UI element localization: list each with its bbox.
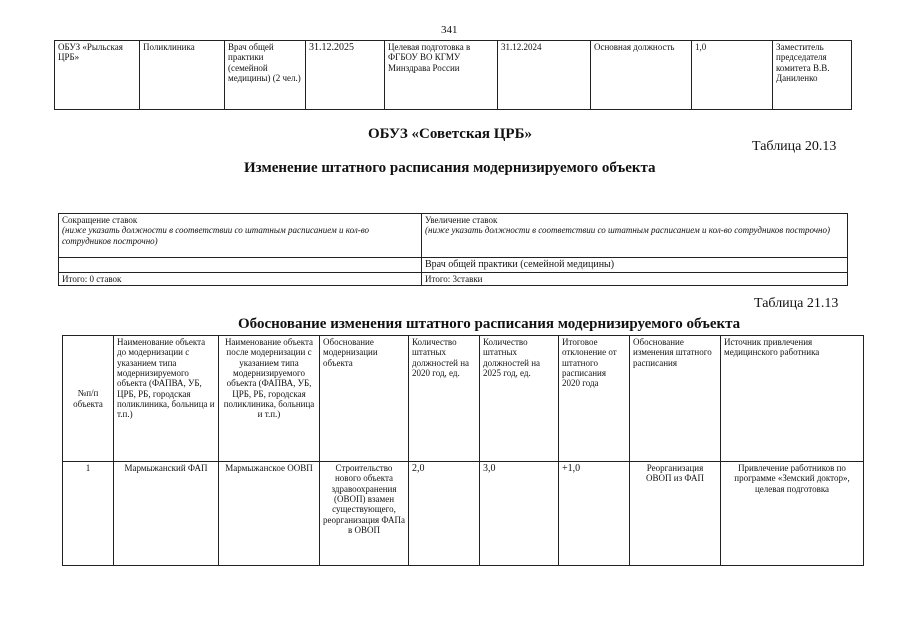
table-20-label: Таблица 20.13: [752, 139, 837, 154]
reduction-total: Итого: 0 ставок: [59, 272, 422, 285]
table-21-label: Таблица 21.13: [754, 296, 839, 311]
header-deviation: Итоговое отклонение от штатного расписания 2020 года: [559, 336, 630, 462]
cell-change-reason: Реорганизация ОВОП из ФАП: [630, 462, 721, 566]
reduction-title: Сокращение ставок: [62, 215, 138, 225]
increase-item: Врач общей практики (семейной медицины): [422, 258, 848, 273]
table-20-title: Изменение штатного расписания модернизируемого объекта: [244, 160, 656, 176]
table-row: [55, 41, 852, 110]
cell-post: Основная должность: [591, 41, 692, 110]
cell-rate: 1,0: [692, 41, 773, 110]
org-title: ОБУЗ «Советская ЦРБ»: [368, 126, 532, 142]
top-table: [54, 40, 852, 110]
cell-justification: Строительство нового объекта здравоохранения (ОВОП) взамен существующего, реорганизация ФАПа в ОВОП: [320, 462, 409, 566]
increase-note: (ниже указать должности в соответствии со штатным расписанием и кол-во сотрудников построчно): [425, 225, 830, 236]
table-20: [58, 213, 848, 286]
cell-responsible: Заместитель председателя комитета В.В. Даниленко: [773, 41, 852, 110]
table-21: [62, 335, 864, 566]
cell-after: Мармыжанское ООВП: [219, 462, 320, 566]
cell-dept: Поликлиника: [140, 41, 225, 110]
reduction-item: [59, 258, 422, 273]
header-change-reason: Обоснование изменения штатного расписания: [630, 336, 721, 462]
header-source: Источник привлечения медицинского работника: [721, 336, 864, 462]
header-justification: Обоснование модернизации объекта: [320, 336, 409, 462]
header-count-2020: Количество штатных должностей на 2020 год, ед.: [409, 336, 480, 462]
cell-training: Целевая подготовка в ФГБОУ ВО КГМУ Минздрава России: [385, 41, 498, 110]
header-number: №п/п объекта: [63, 336, 114, 462]
cell-number: 1: [63, 462, 114, 566]
table-row: [59, 214, 848, 258]
cell-org: ОБУЗ «Рыльская ЦРБ»: [55, 41, 140, 110]
cell-date2: 31.12.2024: [498, 41, 591, 110]
table-21-title: Обоснование изменения штатного расписания модернизируемого объекта: [238, 316, 741, 332]
cell-position: Врач общей практики (семейной медицины) (2 чел.): [225, 41, 306, 110]
cell-before: Мармыжанский ФАП: [114, 462, 219, 566]
header-before: Наименование объекта до модернизации с указанием типа модернизируемого объекта (ФАПВА, УБ, ЦРБ, РБ, городская поликлиника, больница и т.п.): [114, 336, 219, 462]
table-row: [63, 336, 864, 462]
table-row: [63, 462, 864, 566]
cell-deviation: +1,0: [559, 462, 630, 566]
table-row: [59, 272, 848, 285]
header-after: Наименование объекта после модернизации с указанием типа модернизируемого объекта (ФАПВА, УБ, ЦРБ, РБ, городская поликлиника, больница и т.п.): [219, 336, 320, 462]
cell-count-2025: 3,0: [480, 462, 559, 566]
reduction-header: [59, 214, 422, 258]
increase-title: Увеличение ставок: [425, 215, 498, 225]
table-row: [59, 258, 848, 273]
increase-total: Итого: 3ставки: [422, 272, 848, 285]
header-count-2025: Количество штатных должностей на 2025 год, ед.: [480, 336, 559, 462]
increase-header: [422, 214, 848, 258]
page-number: 341: [441, 24, 458, 36]
cell-date: 31.12.2025: [306, 41, 385, 110]
reduction-note: (ниже указать должности в соответствии со штатным расписанием и кол-во сотрудников построчно): [62, 225, 370, 246]
cell-count-2020: 2,0: [409, 462, 480, 566]
cell-source: Привлечение работников по программе «Земский доктор», целевая подготовка: [721, 462, 864, 566]
